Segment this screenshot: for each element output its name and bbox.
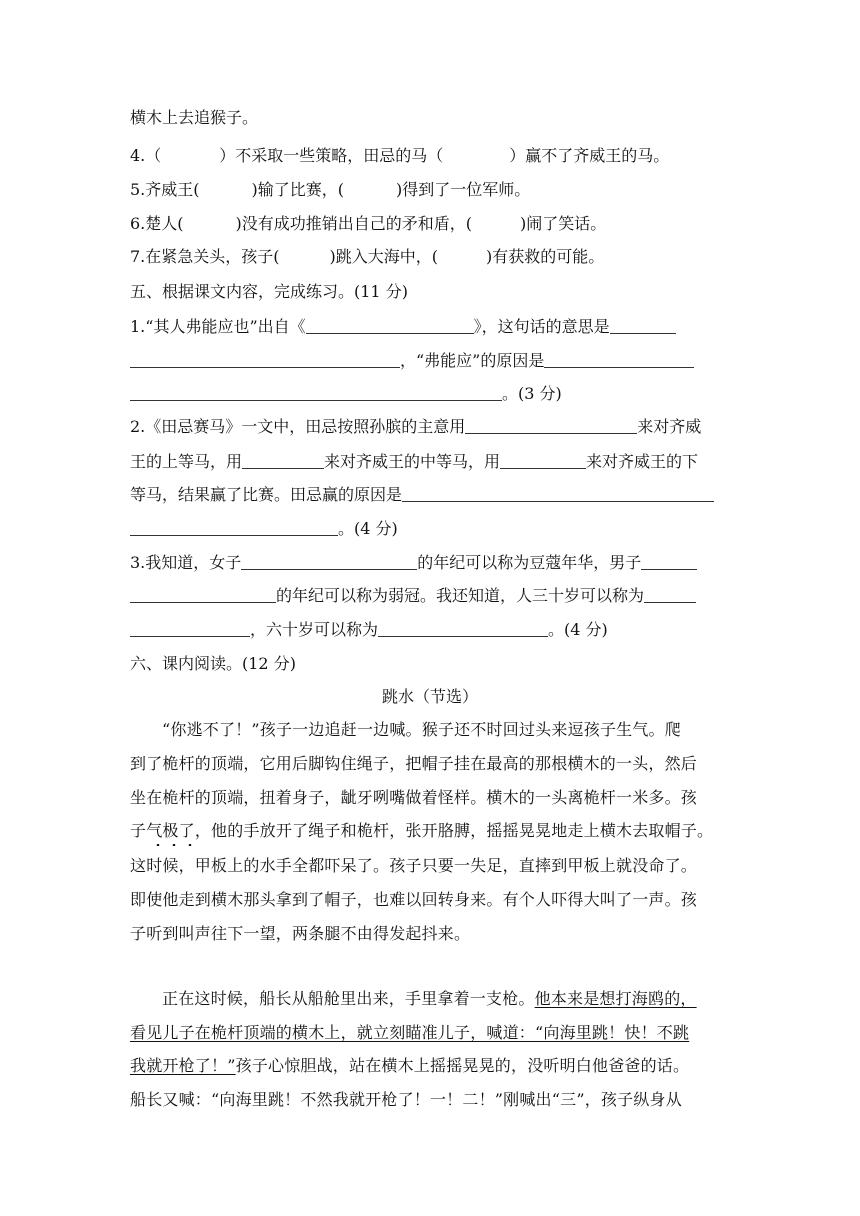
text-line xyxy=(130,350,730,372)
text-fragment: )得到了一位军师。 xyxy=(396,180,531,199)
answer-blank[interactable] xyxy=(241,553,417,570)
answer-blank[interactable] xyxy=(644,586,696,603)
text-fragment: 这时候，甲板上的水手全都吓呆了。孩子只要一失足，直摔到甲板上就没命了。 xyxy=(130,856,698,875)
text-fragment: ，六十岁可以称为 xyxy=(250,620,379,639)
text-fragment: 》，这句话的意思是 xyxy=(473,317,610,336)
section-6-heading xyxy=(130,653,730,675)
question-5-2 xyxy=(130,416,730,438)
passage-line xyxy=(130,923,730,945)
text-fragment: 横木上去追猴子。 xyxy=(130,108,259,127)
text-fragment: 2.《田忌赛马》一文中，田忌按照孙膑的主意用 xyxy=(130,417,466,436)
passage-line xyxy=(130,1055,730,1077)
answer-blank[interactable] xyxy=(610,317,676,334)
question-7 xyxy=(130,246,730,268)
text-fragment: 。(4 分) xyxy=(548,620,608,639)
text-fragment: 等马，结果赢了比赛。田忌赢的原因是 xyxy=(130,485,403,504)
text-line xyxy=(130,619,730,641)
question-5-1 xyxy=(130,316,730,338)
answer-blank[interactable] xyxy=(130,519,338,536)
passage-line xyxy=(130,889,730,911)
question-6 xyxy=(130,213,730,235)
section-5-heading xyxy=(130,281,730,303)
answer-blank[interactable] xyxy=(130,620,250,637)
passage-line xyxy=(130,855,730,877)
text-fragment: 4.（ xyxy=(130,146,162,165)
text-fragment: 孩子心惊胆战，站在横木上摇摇晃晃的，没听明白他爸爸的话。 xyxy=(235,1056,690,1075)
text-fragment: 即使他走到横木那头拿到了帽子，也难以回转身来。有个人吓得大叫了一声。孩 xyxy=(130,890,698,909)
text-fragment: ）赢不了齐威王的马。 xyxy=(509,146,670,165)
text-fragment: )跳入大海中，( xyxy=(329,247,439,266)
text-fragment: 来对齐威王的下 xyxy=(586,452,699,471)
text-fragment: 来对齐威 xyxy=(637,417,702,436)
text-fragment: ，“弗能应”的原因是 xyxy=(400,351,545,370)
text-fragment: ）不采取一些策略，田忌的马（ xyxy=(219,146,444,165)
passage-line xyxy=(162,719,730,741)
answer-blank[interactable] xyxy=(130,384,502,401)
answer-blank[interactable] xyxy=(242,452,324,469)
text-fragment: 船长又喊：“向海里跳！不然我就开枪了！一！二！”刚喊出“三”，孩子纵身从 xyxy=(130,1090,682,1109)
text-line xyxy=(130,451,730,473)
text-fragment: 5.齐威王( xyxy=(130,180,200,199)
underlined-text: 看见儿子在桅杆顶端的横木上，就立刻瞄准儿子，喊道：“向海里跳！快！不跳 xyxy=(130,1023,690,1042)
passage-line xyxy=(130,820,730,842)
text-line xyxy=(130,107,730,129)
answer-blank[interactable] xyxy=(378,620,548,637)
question-5 xyxy=(130,179,730,201)
text-line xyxy=(130,383,730,405)
text-fragment: 3.我知道，女子 xyxy=(130,553,242,572)
text-fragment: 五、根据课文内容，完成练习。(11 分) xyxy=(130,282,408,301)
text-fragment: “你逃不了！”孩子一边追赶一边喊。猴子还不时回过头来逗孩子生气。爬 xyxy=(162,720,681,739)
underlined-text: 我就开枪了！” xyxy=(130,1056,236,1075)
text-fragment: 来对齐威王的中等马，用 xyxy=(324,452,501,471)
answer-blank[interactable] xyxy=(500,452,586,469)
text-fragment: 6.楚人( xyxy=(130,214,184,233)
text-fragment: 。(3 分) xyxy=(502,384,562,403)
dotted-emphasis-text: 气极了 xyxy=(146,821,195,840)
text-line xyxy=(130,585,730,607)
text-line xyxy=(130,484,730,506)
passage-line xyxy=(130,1022,730,1044)
passage-title xyxy=(130,686,730,708)
passage-line xyxy=(130,753,730,775)
answer-blank[interactable] xyxy=(130,586,276,603)
text-fragment: 子听到叫声往下一望，两条腿不由得发起抖来。 xyxy=(130,924,471,943)
question-5-3 xyxy=(130,552,730,574)
text-fragment: 。(4 分) xyxy=(338,519,398,538)
text-fragment: 的年纪可以称为弱冠。我还知道，人三十岁可以称为 xyxy=(276,586,645,605)
text-fragment: 的年纪可以称为豆蔻年华，男子 xyxy=(417,553,642,572)
text-fragment: 到了桅杆的顶端，它用后脚钩住绳子，把帽子挂在最高的那根横木的一头，然后 xyxy=(130,754,698,773)
answer-blank[interactable] xyxy=(130,351,400,368)
text-fragment: )输了比赛，( xyxy=(251,180,345,199)
passage-line xyxy=(130,1089,730,1111)
text-fragment: 子 xyxy=(130,821,147,840)
text-fragment: 王的上等马，用 xyxy=(130,452,243,471)
text-fragment: )闹了笑话。 xyxy=(520,214,607,233)
text-fragment: )有获救的可能。 xyxy=(486,247,605,266)
text-fragment: 7.在紧急关头，孩子( xyxy=(130,247,280,266)
question-4 xyxy=(130,145,730,167)
text-fragment: ，他的手放开了绳子和桅杆，张开胳膊，摇摇晃晃地走上横木去取帽子。 xyxy=(194,821,714,840)
answer-blank[interactable] xyxy=(402,485,714,502)
text-fragment: 跳水（节选） xyxy=(381,687,478,706)
passage-line xyxy=(130,787,730,809)
text-fragment: 六、课内阅读。(12 分) xyxy=(130,654,296,673)
answer-blank[interactable] xyxy=(465,417,637,434)
text-fragment: 坐在桅杆的顶端，扭着身子，龇牙咧嘴做着怪样。横木的一头离桅杆一米多。孩 xyxy=(130,788,698,807)
answer-blank[interactable] xyxy=(544,351,694,368)
text-fragment: )没有成功推销出自己的矛和盾，( xyxy=(235,214,473,233)
answer-blank[interactable] xyxy=(641,553,697,570)
text-fragment: 正在这时候，船长从船舱里出来，手里拿着一支枪。 xyxy=(162,989,535,1008)
answer-blank[interactable] xyxy=(306,317,474,334)
text-fragment: 1.“其人弗能应也”出自《 xyxy=(130,317,306,336)
underlined-text: 他本来是想打海鸥的， xyxy=(534,989,697,1008)
passage-line xyxy=(162,988,730,1010)
text-line xyxy=(130,518,730,540)
